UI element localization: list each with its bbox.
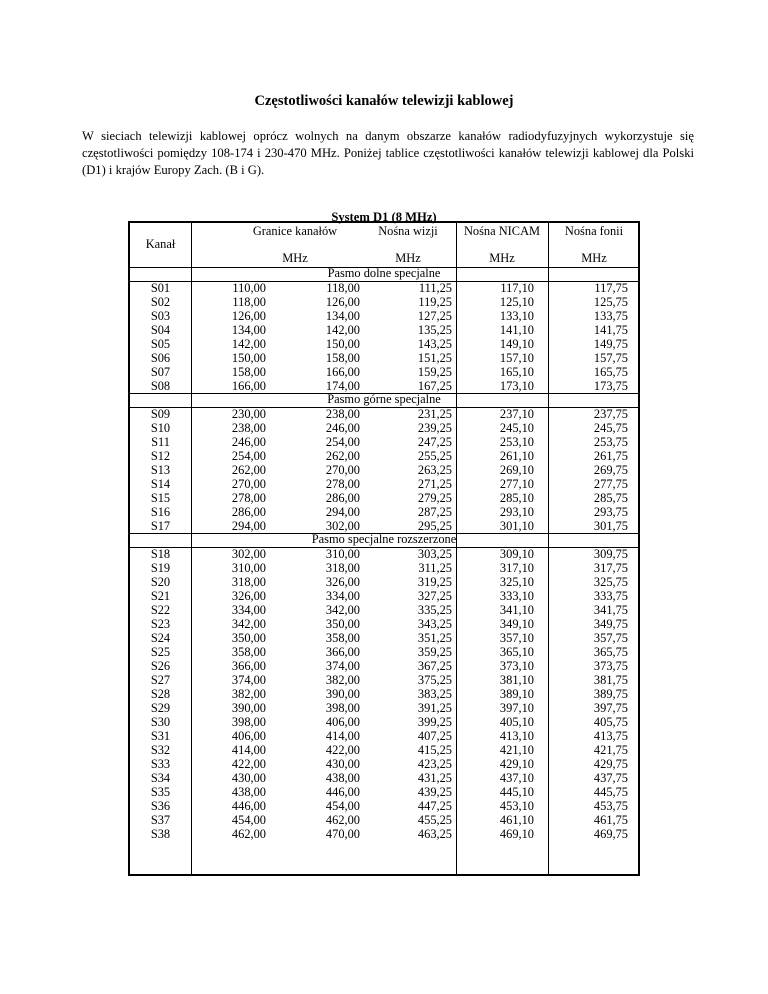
sound-carrier-cell: 125,75 <box>593 295 628 309</box>
nicam-carrier-cell: 461,10 <box>499 813 534 827</box>
upper-bound-cell: 246,00 <box>325 421 360 435</box>
sound-carrier-cell: 133,75 <box>593 309 628 323</box>
nicam-carrier-cell: 357,10 <box>499 631 534 645</box>
nicam-carrier-cell: 341,10 <box>499 603 534 617</box>
sound-carrier-cell: 349,75 <box>593 617 628 631</box>
nicam-carrier-cell: 157,10 <box>499 351 534 365</box>
lower-bound-cell: 422,00 <box>231 757 266 771</box>
sound-carrier-cell: 357,75 <box>593 631 628 645</box>
channel-cell: S13 <box>150 463 171 477</box>
upper-bound-cell: 390,00 <box>325 687 360 701</box>
vision-carrier-cell: 255,25 <box>417 449 452 463</box>
vision-carrier-cell: 359,25 <box>417 645 452 659</box>
nicam-carrier-cell: 293,10 <box>499 505 534 519</box>
sound-carrier-cell: 469,75 <box>593 827 628 841</box>
sound-carrier-cell: 389,75 <box>593 687 628 701</box>
vision-carrier-cell: 135,25 <box>417 323 452 337</box>
channel-cell: S23 <box>150 617 171 631</box>
vision-carrier-cell: 303,25 <box>417 547 452 561</box>
channel-cell: S28 <box>150 687 171 701</box>
vision-carrier-cell: 151,25 <box>417 351 452 365</box>
lower-bound-cell: 230,00 <box>231 407 266 421</box>
upper-bound-cell: 462,00 <box>325 813 360 827</box>
lower-bound-cell: 158,00 <box>231 365 266 379</box>
nicam-carrier-cell: 421,10 <box>499 743 534 757</box>
channel-cell: S29 <box>150 701 171 715</box>
upper-bound-cell: 318,00 <box>325 561 360 575</box>
nicam-carrier-cell: 237,10 <box>499 407 534 421</box>
header-fonia: Nośna fonii <box>564 224 624 238</box>
upper-bound-cell: 438,00 <box>325 771 360 785</box>
vision-carrier-cell: 295,25 <box>417 519 452 533</box>
vision-carrier-cell: 335,25 <box>417 603 452 617</box>
channel-cell: S15 <box>150 491 171 505</box>
upper-bound-cell: 326,00 <box>325 575 360 589</box>
sound-carrier-cell: 445,75 <box>593 785 628 799</box>
upper-bound-cell: 150,00 <box>325 337 360 351</box>
nicam-carrier-cell: 397,10 <box>499 701 534 715</box>
sound-carrier-cell: 301,75 <box>593 519 628 533</box>
nicam-carrier-cell: 261,10 <box>499 449 534 463</box>
unit-nicam: MHz <box>489 251 515 265</box>
lower-bound-cell: 398,00 <box>231 715 266 729</box>
upper-bound-cell: 278,00 <box>325 477 360 491</box>
nicam-carrier-cell: 349,10 <box>499 617 534 631</box>
lower-bound-cell: 414,00 <box>231 743 266 757</box>
upper-bound-cell: 262,00 <box>325 449 360 463</box>
vision-carrier-cell: 327,25 <box>417 589 452 603</box>
upper-bound-cell: 118,00 <box>326 281 360 295</box>
upper-bound-cell: 358,00 <box>325 631 360 645</box>
sound-carrier-cell: 429,75 <box>593 757 628 771</box>
channel-cell: S02 <box>150 295 171 309</box>
lower-bound-cell: 406,00 <box>231 729 266 743</box>
channel-cell: S11 <box>151 435 170 449</box>
vision-carrier-cell: 455,25 <box>417 813 452 827</box>
sound-carrier-cell: 245,75 <box>593 421 628 435</box>
channel-cell: S38 <box>150 827 171 841</box>
nicam-carrier-cell: 429,10 <box>499 757 534 771</box>
upper-bound-cell: 254,00 <box>325 435 360 449</box>
band-label: Pasmo specjalne rozszerzone <box>311 532 457 546</box>
sound-carrier-cell: 365,75 <box>593 645 628 659</box>
upper-bound-cell: 142,00 <box>325 323 360 337</box>
vision-carrier-cell: 463,25 <box>417 827 452 841</box>
channel-cell: S09 <box>150 407 171 421</box>
channel-cell: S01 <box>150 281 171 295</box>
upper-bound-cell: 294,00 <box>325 505 360 519</box>
nicam-carrier-cell: 317,10 <box>499 561 534 575</box>
lower-bound-cell: 246,00 <box>231 435 266 449</box>
sound-carrier-cell: 333,75 <box>593 589 628 603</box>
channel-cell: S37 <box>150 813 171 827</box>
lower-bound-cell: 390,00 <box>231 701 266 715</box>
lower-bound-cell: 342,00 <box>231 617 266 631</box>
upper-bound-cell: 446,00 <box>325 785 360 799</box>
channel-cell: S35 <box>150 785 171 799</box>
lower-bound-cell: 462,00 <box>231 827 266 841</box>
band-label: Pasmo górne specjalne <box>327 392 441 406</box>
lower-bound-cell: 382,00 <box>231 687 266 701</box>
lower-bound-cell: 254,00 <box>231 449 266 463</box>
upper-bound-cell: 470,00 <box>325 827 360 841</box>
lower-bound-cell: 278,00 <box>231 491 266 505</box>
channel-cell: S31 <box>150 729 171 743</box>
sound-carrier-cell: 165,75 <box>593 365 628 379</box>
band-label: Pasmo dolne specjalne <box>327 266 441 280</box>
channel-cell: S26 <box>150 659 171 673</box>
channel-cell: S21 <box>150 589 171 603</box>
lower-bound-cell: 286,00 <box>231 505 266 519</box>
vision-carrier-cell: 447,25 <box>417 799 452 813</box>
lower-bound-cell: 318,00 <box>231 575 266 589</box>
upper-bound-cell: 430,00 <box>325 757 360 771</box>
nicam-carrier-cell: 149,10 <box>499 337 534 351</box>
upper-bound-cell: 310,00 <box>325 547 360 561</box>
sound-carrier-cell: 141,75 <box>593 323 628 337</box>
lower-bound-cell: 374,00 <box>231 673 266 687</box>
channel-cell: S16 <box>150 505 171 519</box>
lower-bound-cell: 366,00 <box>231 659 266 673</box>
upper-bound-cell: 134,00 <box>325 309 360 323</box>
lower-bound-cell: 118,00 <box>232 295 266 309</box>
vision-carrier-cell: 247,25 <box>417 435 452 449</box>
nicam-carrier-cell: 117,10 <box>500 281 534 295</box>
vision-carrier-cell: 431,25 <box>417 771 452 785</box>
upper-bound-cell: 270,00 <box>325 463 360 477</box>
lower-bound-cell: 134,00 <box>231 323 266 337</box>
lower-bound-cell: 150,00 <box>231 351 266 365</box>
sound-carrier-cell: 397,75 <box>593 701 628 715</box>
vision-carrier-cell: 423,25 <box>417 757 452 771</box>
channel-cell: S08 <box>150 379 171 393</box>
sound-carrier-cell: 173,75 <box>593 379 628 393</box>
vision-carrier-cell: 439,25 <box>417 785 452 799</box>
nicam-carrier-cell: 301,10 <box>499 519 534 533</box>
vision-carrier-cell: 367,25 <box>417 659 452 673</box>
vision-carrier-cell: 375,25 <box>417 673 452 687</box>
lower-bound-cell: 302,00 <box>231 547 266 561</box>
lower-bound-cell: 126,00 <box>231 309 266 323</box>
channel-cell: S18 <box>150 547 171 561</box>
sound-carrier-cell: 157,75 <box>593 351 628 365</box>
header-kanal: Kanał <box>145 237 176 251</box>
intro-paragraph: W sieciach telewizji kablowej oprócz wolnych na danym obszarze kanałów radiodyfuzyjnych wykorzystuje się częstotliwości pomiędzy 108-174 i 230-470 MHz. Poniżej tablice częstotliwości kanałów telewizji kablowej dla Polski (D1) i krajów Europy Zach. (B i G). <box>82 129 694 177</box>
upper-bound-cell: 126,00 <box>325 295 360 309</box>
nicam-carrier-cell: 277,10 <box>499 477 534 491</box>
sound-carrier-cell: 413,75 <box>593 729 628 743</box>
upper-bound-cell: 350,00 <box>325 617 360 631</box>
upper-bound-cell: 366,00 <box>325 645 360 659</box>
sound-carrier-cell: 437,75 <box>593 771 628 785</box>
vision-carrier-cell: 391,25 <box>417 701 452 715</box>
lower-bound-cell: 166,00 <box>231 379 266 393</box>
sound-carrier-cell: 277,75 <box>593 477 628 491</box>
nicam-carrier-cell: 125,10 <box>499 295 534 309</box>
nicam-carrier-cell: 245,10 <box>499 421 534 435</box>
channel-cell: S07 <box>150 365 171 379</box>
sound-carrier-cell: 461,75 <box>593 813 628 827</box>
vision-carrier-cell: 399,25 <box>417 715 452 729</box>
nicam-carrier-cell: 381,10 <box>499 673 534 687</box>
upper-bound-cell: 414,00 <box>325 729 360 743</box>
vision-carrier-cell: 383,25 <box>417 687 452 701</box>
vision-carrier-cell: 231,25 <box>417 407 452 421</box>
lower-bound-cell: 454,00 <box>231 813 266 827</box>
channel-cell: S24 <box>150 631 171 645</box>
upper-bound-cell: 174,00 <box>325 379 360 393</box>
nicam-carrier-cell: 365,10 <box>499 645 534 659</box>
upper-bound-cell: 454,00 <box>325 799 360 813</box>
lower-bound-cell: 430,00 <box>231 771 266 785</box>
vision-carrier-cell: 351,25 <box>417 631 452 645</box>
vision-carrier-cell: 415,25 <box>417 743 452 757</box>
channel-cell: S14 <box>150 477 171 491</box>
frequency-table <box>128 221 640 876</box>
page-title: Częstotliwości kanałów telewizji kablowej <box>254 93 514 109</box>
channel-cell: S19 <box>150 561 171 575</box>
nicam-carrier-cell: 469,10 <box>499 827 534 841</box>
vision-carrier-cell: 143,25 <box>417 337 452 351</box>
vision-carrier-cell: 159,25 <box>417 365 452 379</box>
vision-carrier-cell: 111,25 <box>418 281 452 295</box>
vision-carrier-cell: 239,25 <box>417 421 452 435</box>
sound-carrier-cell: 381,75 <box>593 673 628 687</box>
unit-granice: MHz <box>282 251 308 265</box>
channel-cell: S34 <box>150 771 171 785</box>
upper-bound-cell: 158,00 <box>325 351 360 365</box>
channel-cell: S36 <box>150 799 171 813</box>
sound-carrier-cell: 237,75 <box>593 407 628 421</box>
lower-bound-cell: 350,00 <box>231 631 266 645</box>
nicam-carrier-cell: 389,10 <box>499 687 534 701</box>
unit-wizja: MHz <box>395 251 421 265</box>
upper-bound-cell: 302,00 <box>325 519 360 533</box>
vision-carrier-cell: 279,25 <box>417 491 452 505</box>
sound-carrier-cell: 317,75 <box>593 561 628 575</box>
channel-cell: S27 <box>150 673 171 687</box>
sound-carrier-cell: 325,75 <box>593 575 628 589</box>
nicam-carrier-cell: 373,10 <box>499 659 534 673</box>
sound-carrier-cell: 405,75 <box>593 715 628 729</box>
vision-carrier-cell: 311,25 <box>418 561 452 575</box>
lower-bound-cell: 446,00 <box>231 799 266 813</box>
channel-cell: S25 <box>150 645 171 659</box>
vision-carrier-cell: 127,25 <box>417 309 452 323</box>
sound-carrier-cell: 261,75 <box>593 449 628 463</box>
sound-carrier-cell: 149,75 <box>593 337 628 351</box>
nicam-carrier-cell: 405,10 <box>499 715 534 729</box>
sound-carrier-cell: 453,75 <box>593 799 628 813</box>
sound-carrier-cell: 285,75 <box>593 491 628 505</box>
nicam-carrier-cell: 309,10 <box>499 547 534 561</box>
channel-cell: S12 <box>150 449 171 463</box>
sound-carrier-cell: 293,75 <box>593 505 628 519</box>
channel-cell: S04 <box>150 323 171 337</box>
lower-bound-cell: 326,00 <box>231 589 266 603</box>
lower-bound-cell: 438,00 <box>231 785 266 799</box>
nicam-carrier-cell: 333,10 <box>499 589 534 603</box>
upper-bound-cell: 374,00 <box>325 659 360 673</box>
vision-carrier-cell: 119,25 <box>418 295 452 309</box>
nicam-carrier-cell: 133,10 <box>499 309 534 323</box>
channel-cell: S33 <box>150 757 171 771</box>
vision-carrier-cell: 319,25 <box>417 575 452 589</box>
upper-bound-cell: 406,00 <box>325 715 360 729</box>
nicam-carrier-cell: 253,10 <box>499 435 534 449</box>
nicam-carrier-cell: 141,10 <box>499 323 534 337</box>
nicam-carrier-cell: 269,10 <box>499 463 534 477</box>
lower-bound-cell: 238,00 <box>231 421 266 435</box>
upper-bound-cell: 238,00 <box>325 407 360 421</box>
lower-bound-cell: 294,00 <box>231 519 266 533</box>
channel-cell: S30 <box>150 715 171 729</box>
vision-carrier-cell: 287,25 <box>417 505 452 519</box>
nicam-carrier-cell: 165,10 <box>499 365 534 379</box>
upper-bound-cell: 382,00 <box>325 673 360 687</box>
channel-cell: S22 <box>150 603 171 617</box>
lower-bound-cell: 110,00 <box>232 281 266 295</box>
nicam-carrier-cell: 285,10 <box>499 491 534 505</box>
sound-carrier-cell: 253,75 <box>593 435 628 449</box>
header-granice: Granice kanałów <box>252 224 338 238</box>
lower-bound-cell: 334,00 <box>231 603 266 617</box>
upper-bound-cell: 342,00 <box>325 603 360 617</box>
nicam-carrier-cell: 445,10 <box>499 785 534 799</box>
channel-cell: S17 <box>150 519 171 533</box>
nicam-carrier-cell: 173,10 <box>499 379 534 393</box>
header-nicam: Nośna NICAM <box>463 224 541 238</box>
upper-bound-cell: 286,00 <box>325 491 360 505</box>
vision-carrier-cell: 343,25 <box>417 617 452 631</box>
lower-bound-cell: 358,00 <box>231 645 266 659</box>
vision-carrier-cell: 271,25 <box>417 477 452 491</box>
nicam-carrier-cell: 325,10 <box>499 575 534 589</box>
channel-cell: S05 <box>150 337 171 351</box>
channel-cell: S03 <box>150 309 171 323</box>
lower-bound-cell: 142,00 <box>231 337 266 351</box>
vision-carrier-cell: 407,25 <box>417 729 452 743</box>
channel-cell: S20 <box>150 575 171 589</box>
sound-carrier-cell: 309,75 <box>593 547 628 561</box>
sound-carrier-cell: 341,75 <box>593 603 628 617</box>
upper-bound-cell: 334,00 <box>325 589 360 603</box>
sound-carrier-cell: 373,75 <box>593 659 628 673</box>
lower-bound-cell: 262,00 <box>231 463 266 477</box>
unit-fonia: MHz <box>581 251 607 265</box>
lower-bound-cell: 310,00 <box>231 561 266 575</box>
sound-carrier-cell: 421,75 <box>593 743 628 757</box>
nicam-carrier-cell: 453,10 <box>499 799 534 813</box>
vision-carrier-cell: 263,25 <box>417 463 452 477</box>
system-title: System D1 (8 MHz) <box>331 210 437 224</box>
nicam-carrier-cell: 413,10 <box>499 729 534 743</box>
header-wizja: Nośna wizji <box>378 224 438 238</box>
sound-carrier-cell: 117,75 <box>594 281 628 295</box>
channel-cell: S32 <box>150 743 171 757</box>
sound-carrier-cell: 269,75 <box>593 463 628 477</box>
channel-cell: S10 <box>150 421 171 435</box>
nicam-carrier-cell: 437,10 <box>499 771 534 785</box>
upper-bound-cell: 166,00 <box>325 365 360 379</box>
lower-bound-cell: 270,00 <box>231 477 266 491</box>
vision-carrier-cell: 167,25 <box>417 379 452 393</box>
upper-bound-cell: 422,00 <box>325 743 360 757</box>
channel-cell: S06 <box>150 351 171 365</box>
upper-bound-cell: 398,00 <box>325 701 360 715</box>
